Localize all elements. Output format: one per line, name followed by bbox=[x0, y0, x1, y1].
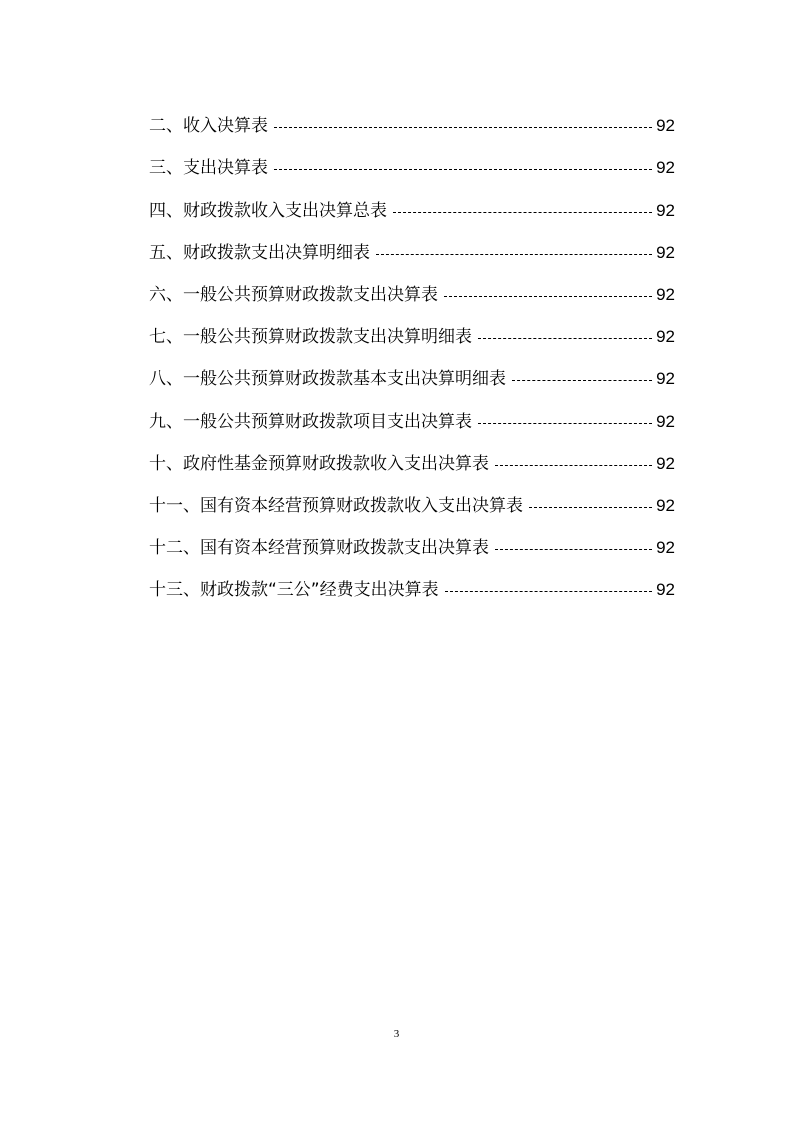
toc-entry-title: 八、一般公共预算财政拨款基本支出决算明细表 bbox=[149, 369, 506, 390]
toc-entry-title: 九、一般公共预算财政拨款项目支出决算表 bbox=[149, 411, 472, 432]
toc-entry-page: 92 bbox=[656, 200, 675, 220]
toc-entry[interactable] bbox=[149, 229, 675, 271]
toc-entry-title: 二、收入决算表 bbox=[149, 116, 268, 137]
toc-entry-page: 92 bbox=[656, 116, 675, 136]
toc-leader-dashes bbox=[274, 169, 652, 170]
toc-entry-title: 十、政府性基金预算财政拨款收入支出决算表 bbox=[149, 453, 489, 474]
toc-leader-dashes bbox=[495, 465, 652, 466]
toc-entry-title: 三、支出决算表 bbox=[149, 158, 268, 179]
toc-entry[interactable] bbox=[149, 102, 675, 144]
toc-entry-page: 92 bbox=[656, 411, 675, 431]
toc-entry-title: 六、一般公共预算财政拨款支出决算表 bbox=[149, 284, 438, 305]
toc-entry-title: 五、财政拨款支出决算明细表 bbox=[149, 242, 370, 263]
toc-entry-page: 92 bbox=[656, 158, 675, 178]
toc-entry-page: 92 bbox=[656, 495, 675, 515]
toc-entry-page: 92 bbox=[656, 284, 675, 304]
toc-entry-title: 十二、国有资本经营预算财政拨款支出决算表 bbox=[149, 538, 489, 559]
toc-entry[interactable] bbox=[149, 566, 675, 608]
toc-leader-dashes bbox=[495, 549, 652, 550]
toc-entry-title: 七、一般公共预算财政拨款支出决算明细表 bbox=[149, 327, 472, 348]
toc-entry-title: 十三、财政拨款“三公”经费支出决算表 bbox=[149, 580, 439, 601]
toc-leader-dashes bbox=[393, 212, 652, 213]
toc-entry[interactable] bbox=[149, 186, 675, 228]
toc-entry-page: 92 bbox=[656, 580, 675, 600]
toc-entry[interactable] bbox=[149, 313, 675, 355]
page-number: 3 bbox=[393, 1028, 400, 1040]
toc-entry[interactable] bbox=[149, 524, 675, 566]
toc-leader-dashes bbox=[478, 338, 652, 339]
toc-entry-page: 92 bbox=[656, 369, 675, 389]
toc-entry[interactable] bbox=[149, 440, 675, 482]
toc-leader-dashes bbox=[444, 296, 652, 297]
toc-entry-title: 十一、国有资本经营预算财政拨款收入支出决算表 bbox=[149, 495, 523, 516]
toc-leader-dashes bbox=[512, 380, 652, 381]
toc-leader-dashes bbox=[274, 127, 652, 128]
toc-entry[interactable] bbox=[149, 482, 675, 524]
toc-entry-page: 92 bbox=[656, 242, 675, 262]
toc-entry[interactable] bbox=[149, 271, 675, 313]
toc-entry[interactable] bbox=[149, 397, 675, 439]
toc-entry[interactable] bbox=[149, 355, 675, 397]
toc-entry-title: 四、财政拨款收入支出决算总表 bbox=[149, 200, 387, 221]
toc-entry[interactable] bbox=[149, 144, 675, 186]
toc-leader-dashes bbox=[445, 591, 652, 592]
toc-entry-page: 92 bbox=[656, 327, 675, 347]
toc-leader-dashes bbox=[529, 507, 652, 508]
toc-entry-page: 92 bbox=[656, 538, 675, 558]
toc-entry-page: 92 bbox=[656, 453, 675, 473]
toc-leader-dashes bbox=[478, 423, 652, 424]
table-of-contents bbox=[149, 102, 675, 608]
toc-leader-dashes bbox=[376, 254, 652, 255]
